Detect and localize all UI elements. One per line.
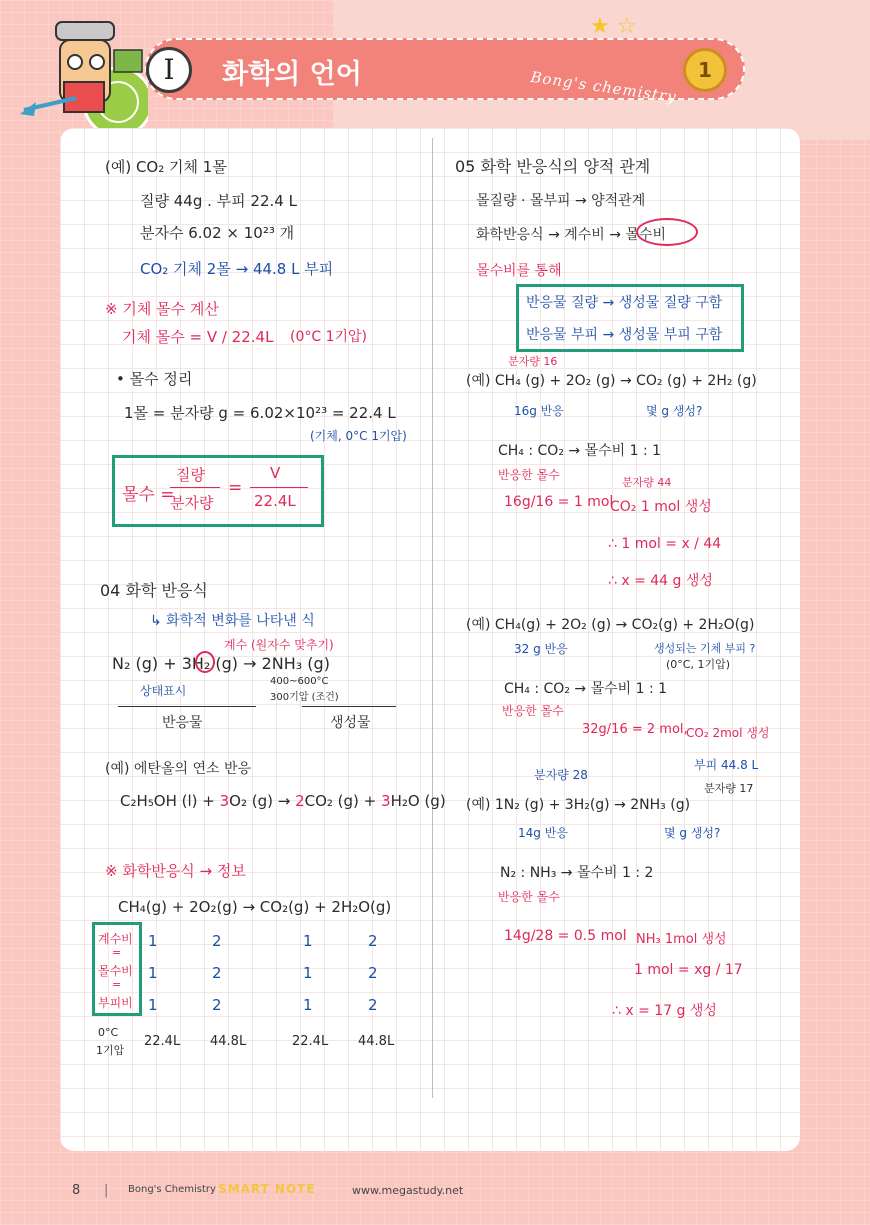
table-cell: 1	[303, 996, 313, 1014]
ex-a-answer: ∴ x = 44 g 생성	[608, 573, 713, 589]
mol-ratio-circle	[636, 218, 698, 246]
mol-formula-frac2-num: V	[270, 464, 281, 482]
mol-formula-frac2-rule	[250, 487, 308, 488]
chapter-number: I	[146, 47, 192, 93]
table-cell: 2	[212, 964, 222, 982]
ex-a-reacted: 16g 반응	[514, 404, 564, 418]
table-cell: 1	[148, 932, 158, 950]
volume-value: 22.4L	[292, 1034, 329, 1049]
footer-url[interactable]: www.megastudy.net	[352, 1184, 464, 1197]
mol-formula-frac1-num: 질량	[176, 466, 205, 484]
product-label: 생성물	[330, 715, 371, 731]
ex-c-molar-mass-1: 분자량 28	[534, 768, 588, 782]
condition-label-temp: 400~600°C	[270, 676, 329, 687]
footer-smart-note: SMART NOTE	[218, 1182, 316, 1196]
ex-b-calc: 32g/16 = 2 mol,	[582, 722, 688, 737]
example-co2-mass: 질량 44g . 부피 22.4 L	[140, 192, 297, 210]
footer-separator: |	[104, 1183, 109, 1198]
ex-c-reacted: 14g 반응	[518, 826, 568, 840]
ex-a-molar-mass-2: 분자량 44	[622, 476, 672, 489]
mol-formula-frac1-den: 분자량	[170, 494, 214, 512]
mol-summary-equation: 1몰 = 분자량 g = 6.02×10²³ = 22.4 L	[124, 404, 396, 422]
ex-c-calc-2: 1 mol = xg / 17	[634, 962, 743, 978]
methane-equation: CH₄(g) + 2O₂(g) → CO₂(g) + 2H₂O(g)	[118, 898, 392, 916]
info-title: ※ 화학반응식 → 정보	[105, 862, 246, 880]
product-rule	[302, 706, 396, 707]
reactant-label: 반응물	[162, 715, 203, 731]
example-co2-two-mol: CO₂ 기체 2몰 → 44.8 L 부피	[140, 260, 334, 278]
table-cell: 2	[368, 996, 378, 1014]
ex-b-reacted: 32 g 반응	[514, 642, 568, 656]
coefficient-circle	[195, 651, 215, 673]
ratio-label-mol: 몰수비	[98, 964, 133, 978]
reactant-rule	[118, 706, 256, 707]
mol-formula-equals: =	[228, 478, 243, 498]
condition-label-pressure: 300기압 (조건)	[270, 692, 339, 703]
example-ethanol-heading: (예) 에탄올의 연소 반응	[105, 761, 251, 777]
section-04-subtitle: ↳ 화학적 변화를 나타낸 식	[150, 613, 315, 629]
ratio-label-coef: 계수비	[98, 932, 133, 946]
ex-a-calc-1: 16g/16 = 1 mol	[504, 494, 614, 510]
ex-b-volume: 부피 44.8 L	[694, 758, 759, 772]
state-label: 상태표시	[140, 684, 187, 698]
ex-c-ratio: N₂ : NH₃ → 몰수비 1 : 2	[500, 865, 654, 881]
coefficient-note: 계수 (원자수 맞추기)	[224, 638, 334, 652]
mascot-illustration	[18, 10, 148, 130]
ex-c-question: 몇 g 생성?	[664, 826, 721, 840]
volume-condition-pressure: 1기압	[96, 1044, 125, 1057]
ratio-usage-volume: 반응물 부피 → 생성물 부피 구함	[526, 327, 723, 343]
ex-a-molar-mass: 분자량 16	[508, 355, 558, 368]
table-cell: 2	[212, 996, 222, 1014]
volume-condition-temp: 0°C	[98, 1026, 119, 1039]
table-cell: 2	[368, 932, 378, 950]
ex-c-molar-mass-2: 분자량 17	[704, 782, 754, 795]
table-cell: 2	[368, 964, 378, 982]
volume-value: 22.4L	[144, 1034, 181, 1049]
section-04-title: 04 화학 반응식	[100, 581, 208, 600]
right-line-3: 몰수비를 통해	[476, 263, 562, 279]
gas-mol-condition: (0°C 1기압)	[290, 329, 368, 345]
ratio-equals-2: =	[112, 978, 122, 991]
ex-b-co2-produced: CO₂ 2mol 생성	[686, 726, 770, 740]
star-icon: ★ ☆	[590, 14, 637, 39]
medal-icon: 1	[683, 48, 727, 92]
ex-a-ratio: CH₄ : CO₂ → 몰수비 1 : 1	[498, 443, 662, 459]
mol-summary-title: • 몰수 정리	[116, 370, 193, 388]
mol-formula-frac1-rule	[170, 487, 220, 488]
ratio-usage-mass: 반응물 질량 → 생성물 질량 구함	[526, 295, 723, 311]
gas-mol-formula: 기체 몰수 = V / 22.4L	[122, 328, 274, 346]
ex-b-ratio: CH₄ : CO₂ → 몰수비 1 : 1	[504, 681, 668, 697]
ex-a-mol-label: 반응한 몰수	[498, 468, 560, 482]
table-cell: 1	[303, 964, 313, 982]
table-cell: 2	[212, 932, 222, 950]
ethanol-equation: C₂H₅OH (l) + 3O₂ (g) → 2CO₂ (g) + 3H₂O (g)	[120, 792, 446, 810]
ex-c-equation: (예) 1N₂ (g) + 3H₂(g) → 2NH₃ (g)	[466, 797, 691, 813]
volume-value: 44.8L	[210, 1034, 247, 1049]
ex-a-question: 몇 g 생성?	[646, 404, 703, 418]
table-cell: 1	[148, 996, 158, 1014]
section-05-title: 05 화학 반응식의 양적 관계	[455, 157, 651, 176]
example-co2-count: 분자수 6.02 × 10²³ 개	[140, 224, 295, 242]
ex-b-equation: (예) CH₄(g) + 2O₂ (g) → CO₂(g) + 2H₂O(g)	[466, 617, 755, 633]
chapter-title: 화학의 언어	[222, 59, 362, 90]
ex-a-co2-produced: CO₂ 1 mol 생성	[610, 499, 712, 515]
ratio-label-vol: 부피비	[98, 996, 133, 1010]
right-line-1: 몰질량 · 몰부피 → 양적관계	[476, 193, 646, 209]
table-cell: 1	[303, 932, 313, 950]
mol-formula-frac2-den: 22.4L	[254, 492, 296, 510]
volume-value: 44.8L	[358, 1034, 395, 1049]
ex-b-mol-label: 반응한 몰수	[502, 704, 564, 718]
gas-mol-title: ※ 기체 몰수 계산	[105, 300, 219, 318]
ratio-equals-1: =	[112, 946, 122, 959]
ex-c-mol-label: 반응한 몰수	[498, 890, 560, 904]
mol-formula-left: 몰수 =	[122, 485, 175, 505]
right-line-2: 화학반응식 → 계수비 → 몰수비	[476, 227, 667, 243]
ex-b-condition: (0°C, 1기압)	[666, 658, 731, 671]
page-number: 8	[72, 1183, 81, 1198]
example-co2-heading: (예) CO₂ 기체 1몰	[105, 158, 227, 176]
ex-c-answer: ∴ x = 17 g 생성	[612, 1003, 717, 1019]
brand-text: Bong's chemistry	[529, 67, 678, 107]
ammonia-equation: N₂ (g) + 3H₂ (g) → 2NH₃ (g)	[112, 654, 330, 673]
table-cell: 1	[148, 964, 158, 982]
mol-summary-condition: (기체, 0°C 1기압)	[310, 429, 407, 443]
ex-a-equation: (예) CH₄ (g) + 2O₂ (g) → CO₂ (g) + 2H₂ (g)	[466, 373, 757, 389]
ex-c-nh3-produced: NH₃ 1mol 생성	[636, 932, 727, 947]
ex-a-calc-2: ∴ 1 mol = x / 44	[608, 536, 722, 552]
column-divider	[432, 138, 433, 1098]
ex-c-calc: 14g/28 = 0.5 mol	[504, 928, 627, 944]
footer-brand: Bong's Chemistry	[128, 1184, 216, 1195]
ex-b-question: 생성되는 기체 부피 ?	[654, 642, 756, 655]
